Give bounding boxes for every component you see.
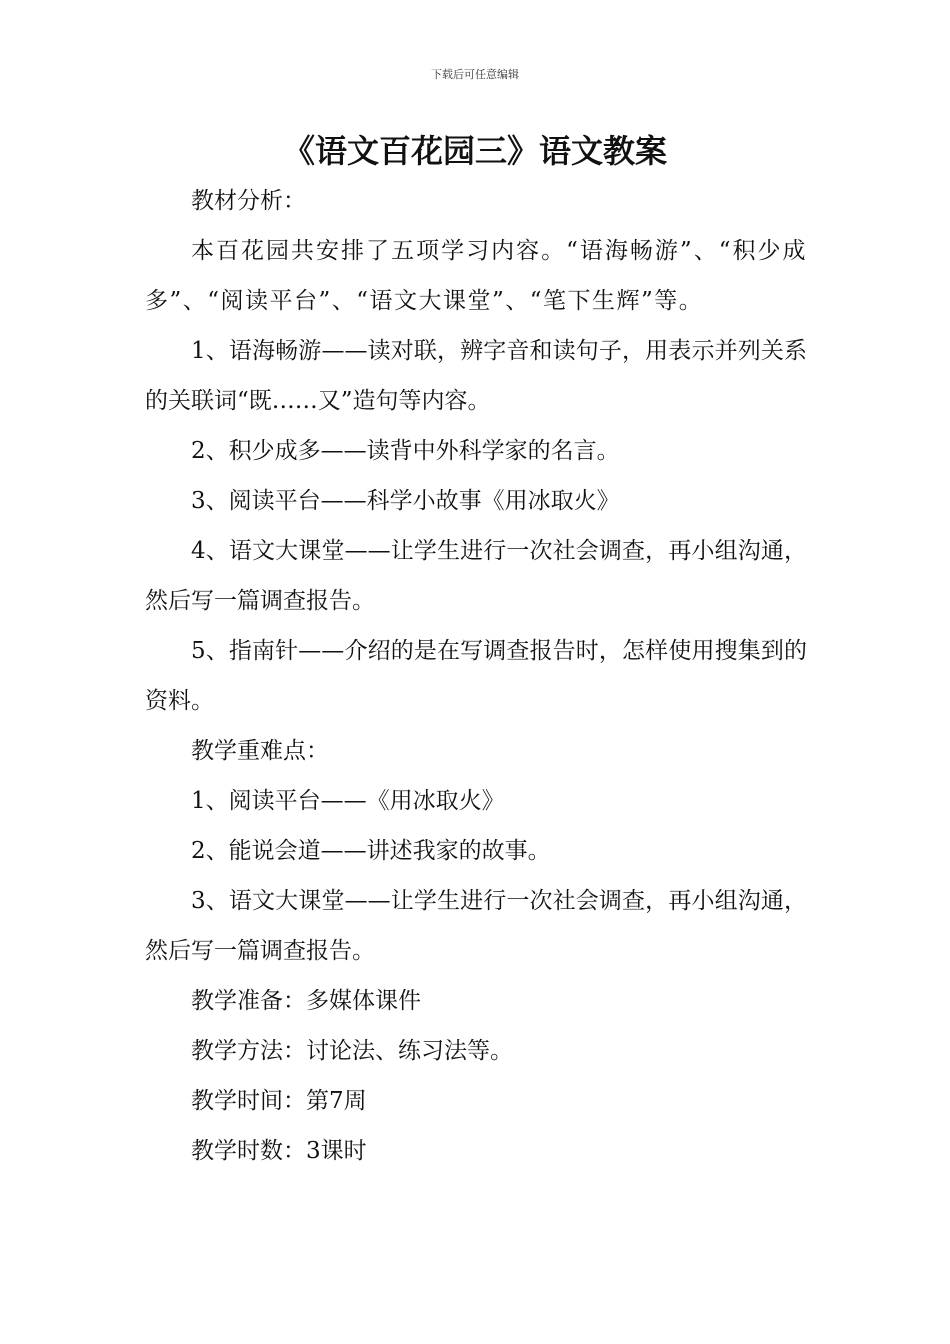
teaching-method: 教学方法：讨论法、练习法等。 bbox=[191, 1038, 513, 1064]
paragraph-item-5: 5、指南针——介绍的是在写调查报告时，怎样使用搜集到的资料。 bbox=[145, 638, 807, 714]
document-body bbox=[145, 176, 807, 1176]
section-heading-key-points: 教学重难点： bbox=[191, 738, 329, 764]
teaching-time: 教学时间：第7周 bbox=[191, 1088, 367, 1114]
paragraph-overview: 本百花园共安排了五项学习内容。“语海畅游”、“积少成多”、“阅读平台”、“语文大课堂”、“笔下生辉”等。 bbox=[145, 238, 807, 314]
key-point-1: 1、阅读平台——《用冰取火》 bbox=[191, 788, 505, 814]
header-note: 下载后可任意编辑 bbox=[431, 68, 519, 81]
key-point-2: 2、能说会道——讲述我家的故事。 bbox=[191, 838, 551, 864]
key-point-3: 3、语文大课堂——让学生进行一次社会调查，再小组沟通，然后写一篇调查报告。 bbox=[145, 888, 807, 964]
section-heading-materials: 教材分析： bbox=[191, 188, 306, 214]
paragraph-item-3: 3、阅读平台——科学小故事《用冰取火》 bbox=[191, 488, 620, 514]
paragraph-item-1: 1、语海畅游——读对联，辨字音和读句子，用表示并列关系的关联词“既……又”造句等内容。 bbox=[145, 338, 807, 414]
paragraph-item-2: 2、积少成多——读背中外科学家的名言。 bbox=[191, 438, 620, 464]
teaching-hours: 教学时数：3课时 bbox=[191, 1138, 367, 1164]
document-title: 《语文百花园三》语文教案 bbox=[282, 132, 667, 170]
teaching-preparation: 教学准备：多媒体课件 bbox=[191, 988, 421, 1014]
paragraph-item-4: 4、语文大课堂——让学生进行一次社会调查，再小组沟通，然后写一篇调查报告。 bbox=[145, 538, 807, 614]
